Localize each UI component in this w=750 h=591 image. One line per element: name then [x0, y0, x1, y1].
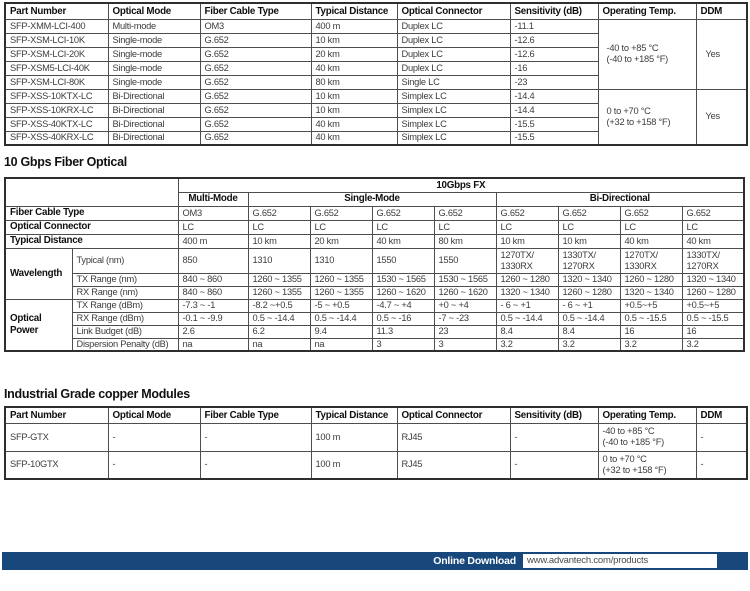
online-download-banner	[2, 552, 748, 570]
cell: 20 km	[311, 47, 397, 61]
table-row	[5, 89, 747, 103]
cell: +0 ~ +4	[434, 299, 496, 312]
cell: 1260 ~ 1620	[434, 286, 496, 299]
cell: 8.4	[496, 325, 558, 338]
cell: -	[200, 423, 311, 451]
cell: Simplex LC	[397, 131, 510, 145]
temp-range-c: 0 to +70 °C	[602, 453, 647, 464]
ddm-cell: Yes	[696, 19, 747, 89]
temp-range-c: 0 to +70 °C	[606, 105, 651, 116]
cell: Bi-Directional	[108, 117, 200, 131]
fx-specs-table	[4, 177, 745, 352]
cell: LC	[434, 220, 496, 234]
cell: 1260 ~ 1355	[248, 286, 310, 299]
cell: 3.2	[682, 338, 744, 351]
cell: G.652	[200, 131, 311, 145]
cell: G.652	[200, 47, 311, 61]
cell: 0.5 ~ -14.4	[558, 312, 620, 325]
cell: G.652	[620, 206, 682, 220]
cell: -11.1	[510, 19, 598, 33]
cell: 3.2	[558, 338, 620, 351]
cell: 9.4	[310, 325, 372, 338]
part-number-cell: SFP-XMM-LCI-400	[5, 19, 108, 33]
row-label: Optical Connector	[5, 220, 178, 234]
cell: -0.1 ~ -9.9	[178, 312, 248, 325]
cell: 40 km	[372, 234, 434, 248]
cell: 0.5 ~ -16	[372, 312, 434, 325]
cell: 80 km	[311, 75, 397, 89]
cell: 100 m	[311, 423, 397, 451]
cell: 1330TX/ 1270RX	[682, 248, 744, 273]
cell: 3.2	[620, 338, 682, 351]
sfp-modules-table	[4, 2, 748, 146]
cell: Multi-mode	[108, 19, 200, 33]
cell: -12.6	[510, 47, 598, 61]
column-header: Optical Connector	[397, 3, 510, 19]
group-label-wavelength: Wavelength	[5, 248, 72, 299]
cell: 10 km	[248, 234, 310, 248]
cell: Bi-Directional	[108, 89, 200, 103]
cell: LC	[372, 220, 434, 234]
table-row	[5, 451, 747, 479]
cell: Bi-Directional	[108, 103, 200, 117]
cell: -16	[510, 61, 598, 75]
cell: 1260 ~ 1355	[248, 273, 310, 286]
cell: G.652	[434, 206, 496, 220]
cell: -	[108, 423, 200, 451]
cell: LC	[620, 220, 682, 234]
cell: G.652	[200, 89, 311, 103]
cell: 1320 ~ 1340	[496, 286, 558, 299]
cell: RJ45	[397, 423, 510, 451]
part-number-cell: SFP-XSM-LCI-10K	[5, 33, 108, 47]
row-label: Link Budget (dB)	[72, 325, 178, 338]
cell: OM3	[200, 19, 311, 33]
cell: 1260 ~ 1620	[372, 286, 434, 299]
cell: 2.6	[178, 325, 248, 338]
cell: 0.5 ~ -14.4	[248, 312, 310, 325]
cell: -7 ~ -23	[434, 312, 496, 325]
cell: Duplex LC	[397, 19, 510, 33]
group-header-row	[5, 178, 744, 192]
cell: -14.4	[510, 89, 598, 103]
temp-range-f: (-40 to +185 °F)	[606, 54, 668, 64]
column-header: Optical Mode	[108, 407, 200, 423]
cell: LC	[496, 220, 558, 234]
cell: 1310	[248, 248, 310, 273]
cell: 1260 ~ 1280	[682, 286, 744, 299]
cell: 80 km	[434, 234, 496, 248]
cell: G.652	[200, 33, 311, 47]
mode-header-multi: Multi-Mode	[178, 192, 248, 206]
cell: Single-mode	[108, 75, 200, 89]
cell: 10 km	[311, 33, 397, 47]
cell: 1320 ~ 1340	[682, 273, 744, 286]
column-header: Part Number	[5, 407, 108, 423]
cell: Single-mode	[108, 61, 200, 75]
cell: 1330TX/ 1270RX	[558, 248, 620, 273]
operating-temp-cell	[598, 423, 696, 451]
cell: Single-mode	[108, 47, 200, 61]
row-label: Typical (nm)	[72, 248, 178, 273]
cell: - 6 ~ +1	[558, 299, 620, 312]
column-header: Operating Temp.	[598, 407, 696, 423]
cell: 1320 ~ 1340	[620, 286, 682, 299]
empty-corner-cell	[5, 178, 178, 206]
operating-temp-cell	[598, 451, 696, 479]
cell: LC	[310, 220, 372, 234]
part-number-cell: SFP-XSS-10KRX-LC	[5, 103, 108, 117]
cell: LC	[682, 220, 744, 234]
cell: 3	[434, 338, 496, 351]
part-number-cell: SFP-XSS-40KTX-LC	[5, 117, 108, 131]
cell: 40 km	[311, 131, 397, 145]
table-row	[5, 273, 744, 286]
part-number-cell: SFP-XSM-LCI-80K	[5, 75, 108, 89]
column-header: Fiber Cable Type	[200, 3, 311, 19]
cell: 840 ~ 860	[178, 273, 248, 286]
cell: 10 km	[558, 234, 620, 248]
cell: 20 km	[310, 234, 372, 248]
cell: -	[200, 451, 311, 479]
download-url: www.advantech.com/products	[523, 554, 717, 568]
row-label: RX Range (nm)	[72, 286, 178, 299]
cell: 100 m	[311, 451, 397, 479]
cell: na	[178, 338, 248, 351]
cell: LC	[248, 220, 310, 234]
cell: Duplex LC	[397, 47, 510, 61]
part-number-cell: SFP-XSS-10KTX-LC	[5, 89, 108, 103]
cell: -12.6	[510, 33, 598, 47]
table-row	[5, 19, 747, 33]
row-label: Typical Distance	[5, 234, 178, 248]
ddm-cell: Yes	[696, 89, 747, 145]
cell: Single-mode	[108, 33, 200, 47]
cell: OM3	[178, 206, 248, 220]
cell: 3	[372, 338, 434, 351]
cell: -14.4	[510, 103, 598, 117]
cell: 1260 ~ 1355	[310, 273, 372, 286]
mode-header-bidi: Bi-Directional	[496, 192, 744, 206]
cell: -8.2 ~+0.5	[248, 299, 310, 312]
cell: - 6 ~ +1	[496, 299, 558, 312]
cell: 1270TX/ 1330RX	[496, 248, 558, 273]
cell: -5 ~ +0.5	[310, 299, 372, 312]
cell: 10 km	[311, 89, 397, 103]
cell: 850	[178, 248, 248, 273]
cell: na	[248, 338, 310, 351]
table-row	[5, 206, 744, 220]
row-label: Fiber Cable Type	[5, 206, 178, 220]
cell: LC	[558, 220, 620, 234]
table-row	[5, 286, 744, 299]
cell: 400 m	[178, 234, 248, 248]
cell: 1270TX/ 1330RX	[620, 248, 682, 273]
cell: G.652	[200, 61, 311, 75]
part-number-cell: SFP-XSM-LCI-20K	[5, 47, 108, 61]
cell: RJ45	[397, 451, 510, 479]
cell: -	[510, 451, 598, 479]
column-header: Sensitivity (dB)	[510, 3, 598, 19]
column-header: Sensitivity (dB)	[510, 407, 598, 423]
section-title-industrial-copper: Industrial Grade copper Modules	[4, 387, 190, 401]
cell: G.652	[496, 206, 558, 220]
cell: 1260 ~ 1280	[558, 286, 620, 299]
group-header: 10Gbps FX	[178, 178, 744, 192]
part-number-cell: SFP-XSM5-LCI-40K	[5, 61, 108, 75]
cell: 0.5 ~ -14.4	[310, 312, 372, 325]
cell: -23	[510, 75, 598, 89]
table-row	[5, 220, 744, 234]
cell: G.652	[372, 206, 434, 220]
cell: 8.4	[558, 325, 620, 338]
cell: 16	[682, 325, 744, 338]
table-row	[5, 312, 744, 325]
cell: 1550	[434, 248, 496, 273]
cell: 23	[434, 325, 496, 338]
row-label: TX Range (nm)	[72, 273, 178, 286]
cell: 0.5 ~ -15.5	[682, 312, 744, 325]
cell: 1550	[372, 248, 434, 273]
table-row	[5, 234, 744, 248]
cell: -15.5	[510, 131, 598, 145]
cell: -	[510, 423, 598, 451]
column-header: DDM	[696, 3, 747, 19]
cell: -15.5	[510, 117, 598, 131]
cell: G.652	[200, 117, 311, 131]
mode-header-single: Single-Mode	[248, 192, 496, 206]
cell: -7.3 ~ -1	[178, 299, 248, 312]
operating-temp-cell	[598, 89, 696, 145]
column-header: Optical Mode	[108, 3, 200, 19]
cell: 40 km	[311, 117, 397, 131]
copper-modules-table	[4, 406, 748, 480]
cell: 1260 ~ 1280	[496, 273, 558, 286]
cell: 0.5 ~ -14.4	[496, 312, 558, 325]
column-header: Typical Distance	[311, 407, 397, 423]
section-title-10gbps-fiber-optical: 10 Gbps Fiber Optical	[4, 155, 127, 169]
cell: 40 km	[620, 234, 682, 248]
column-header: DDM	[696, 407, 747, 423]
operating-temp-cell	[598, 19, 696, 89]
cell: +0.5~+5	[682, 299, 744, 312]
cell: 16	[620, 325, 682, 338]
cell: Duplex LC	[397, 61, 510, 75]
cell: Simplex LC	[397, 103, 510, 117]
cell: 1260 ~ 1355	[310, 286, 372, 299]
cell: Simplex LC	[397, 89, 510, 103]
row-label: RX Range (dBm)	[72, 312, 178, 325]
table-row	[5, 299, 744, 312]
cell: 1260 ~ 1280	[620, 273, 682, 286]
part-number-cell: SFP-10GTX	[5, 451, 108, 479]
cell: Bi-Directional	[108, 131, 200, 145]
cell: Single LC	[397, 75, 510, 89]
cell: G.652	[310, 206, 372, 220]
cell: G.652	[558, 206, 620, 220]
cell: 6.2	[248, 325, 310, 338]
temp-range-c: -40 to +85 °C	[602, 425, 655, 436]
online-download-label: Online Download	[433, 555, 516, 567]
row-label: Dispersion Penalty (dB)	[72, 338, 178, 351]
cell: 40 km	[311, 61, 397, 75]
column-header: Operating Temp.	[598, 3, 696, 19]
cell: 1320 ~ 1340	[558, 273, 620, 286]
table-row	[5, 338, 744, 351]
cell: 10 km	[311, 103, 397, 117]
temp-range-c: -40 to +85 °C	[606, 42, 659, 53]
ddm-cell: -	[696, 451, 747, 479]
ddm-cell: -	[696, 423, 747, 451]
temp-range-f: (+32 to +158 °F)	[602, 464, 667, 475]
part-number-cell: SFP-GTX	[5, 423, 108, 451]
cell: G.652	[200, 103, 311, 117]
column-header: Typical Distance	[311, 3, 397, 19]
cell: 11.3	[372, 325, 434, 338]
temp-range-f: (-40 to +185 °F)	[602, 437, 664, 447]
cell: 10 km	[496, 234, 558, 248]
cell: G.652	[200, 75, 311, 89]
table-row	[5, 248, 744, 273]
cell: 400 m	[311, 19, 397, 33]
cell: na	[310, 338, 372, 351]
cell: -	[108, 451, 200, 479]
cell: Duplex LC	[397, 33, 510, 47]
header-row	[5, 3, 747, 19]
cell: -4.7 ~ +4	[372, 299, 434, 312]
temp-range-f: (+32 to +158 °F)	[606, 116, 671, 127]
cell: 1530 ~ 1565	[434, 273, 496, 286]
cell: 3.2	[496, 338, 558, 351]
group-label-optical-power: Optical Power	[5, 299, 72, 351]
cell: G.652	[682, 206, 744, 220]
header-row	[5, 407, 747, 423]
column-header: Optical Connector	[397, 407, 510, 423]
cell: 1530 ~ 1565	[372, 273, 434, 286]
table-row	[5, 423, 747, 451]
column-header: Part Number	[5, 3, 108, 19]
cell: 840 ~ 860	[178, 286, 248, 299]
column-header: Fiber Cable Type	[200, 407, 311, 423]
row-label: TX Range (dBm)	[72, 299, 178, 312]
cell: 40 km	[682, 234, 744, 248]
cell: +0.5~+5	[620, 299, 682, 312]
cell: 0.5 ~ -15.5	[620, 312, 682, 325]
cell: Simplex LC	[397, 117, 510, 131]
cell: LC	[178, 220, 248, 234]
table-row	[5, 325, 744, 338]
cell: 1310	[310, 248, 372, 273]
cell: G.652	[248, 206, 310, 220]
part-number-cell: SFP-XSS-40KRX-LC	[5, 131, 108, 145]
